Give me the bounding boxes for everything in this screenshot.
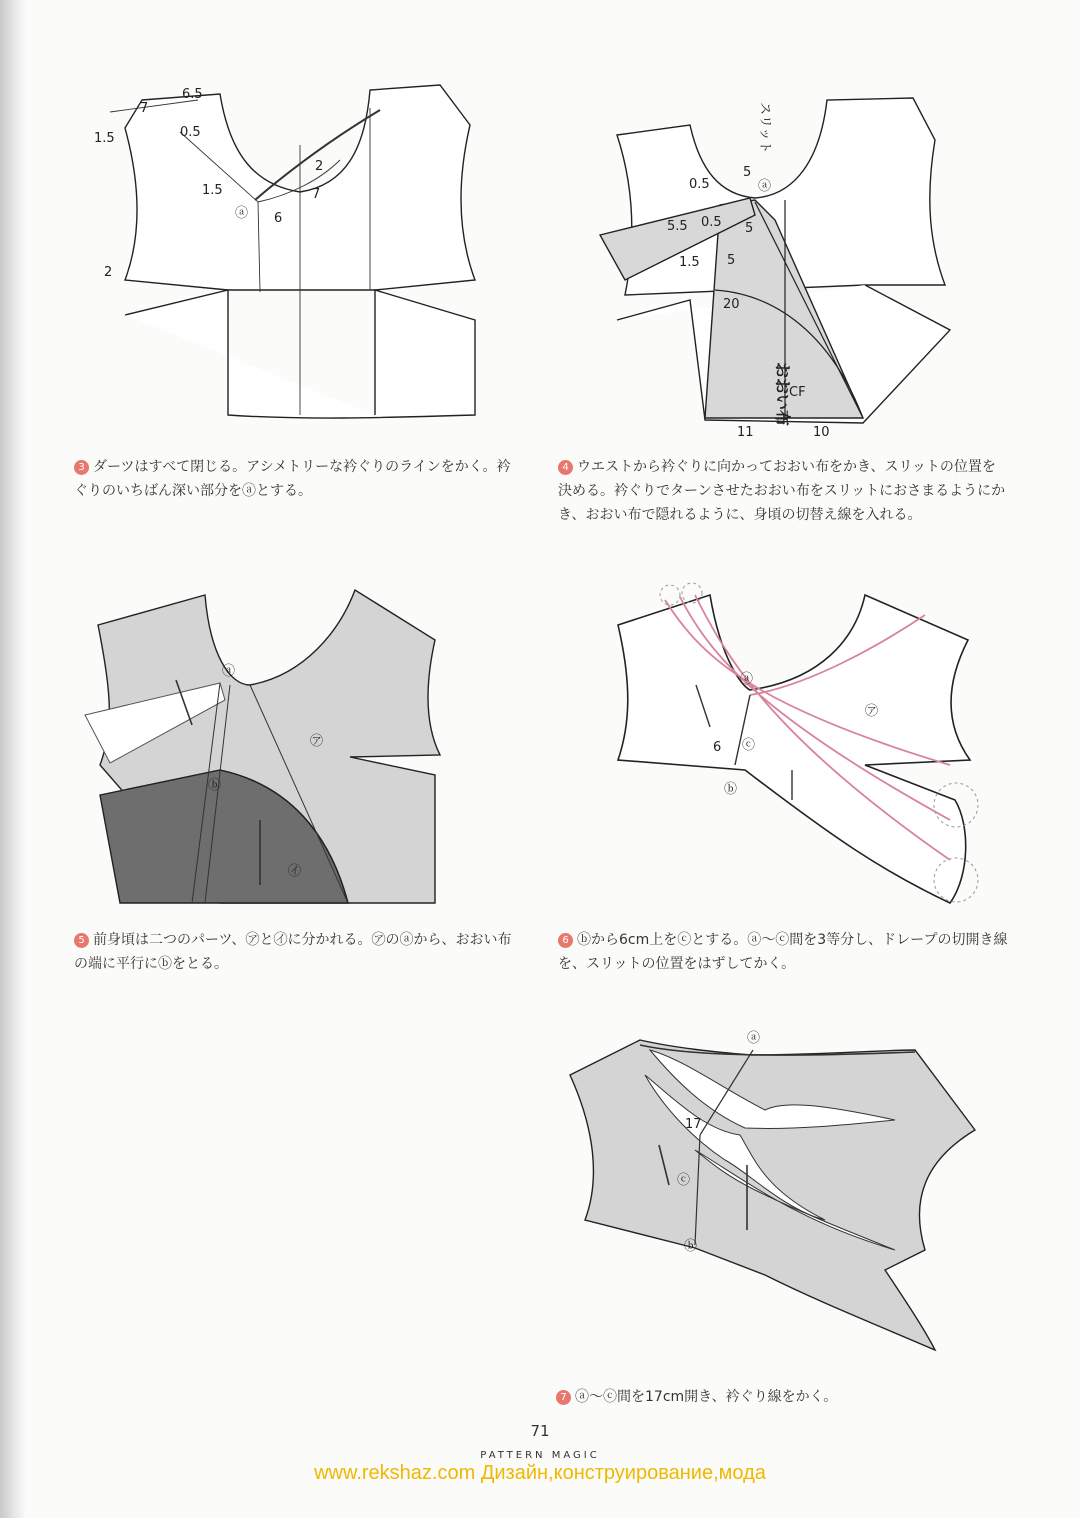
measure-2-side: 2 (104, 265, 113, 280)
watermark-link[interactable]: www.rekshaz.com Дизайн,конструирование,мода (314, 1462, 766, 1484)
cf-label: CF (789, 385, 806, 400)
caption-step-3-text: ダーツはすべて閉じる。アシメトリーな衿ぐりのラインをかく。衿ぐりのいちばん深い部分をⓐとする。 (74, 459, 511, 499)
point-c-marker-6: ⓒ (742, 738, 756, 753)
point-a-marker-4: ⓐ (758, 179, 772, 194)
measure-5-b: 5 (745, 221, 754, 236)
part-a-label: ㋐ (310, 734, 324, 749)
point-c-marker-7: ⓒ (677, 1173, 691, 1188)
measure-2-mid: 2 (315, 159, 324, 174)
slit-label: スリット (757, 102, 772, 154)
part-a-label-6: ㋐ (865, 704, 879, 719)
step-badge-3: 3 (74, 460, 89, 475)
caption-step-6-text: ⓑから6cm上をⓒとする。ⓐ〜ⓒ間を3等分し、ドレープの切開き線を、スリットの位置をはずしてかく。 (558, 932, 1008, 972)
figure-5 (80, 585, 460, 915)
measure-1-5-top: 1.5 (94, 131, 115, 146)
step-badge-6: 6 (558, 933, 573, 948)
point-a-marker-5: ⓐ (222, 664, 236, 679)
measure-20: 20 (723, 297, 740, 312)
figure-7-diagram (565, 1020, 985, 1365)
step-badge-7: 7 (556, 1390, 571, 1405)
point-a-marker-6: ⓐ (740, 672, 754, 687)
figure-3-diagram (80, 80, 500, 440)
step-badge-4: 4 (558, 460, 573, 475)
measure-7-top: 7 (140, 101, 149, 116)
point-b-marker-6: ⓑ (724, 782, 738, 797)
measure-6-fig6: 6 (713, 740, 722, 755)
point-a-marker-7: ⓐ (747, 1031, 761, 1046)
figure-4-diagram (595, 80, 995, 440)
measure-0-5: 0.5 (180, 125, 201, 140)
bodice-outline-6 (618, 595, 970, 903)
figure-6-diagram (600, 585, 990, 915)
measure-1-5: 1.5 (679, 255, 700, 270)
book-spine-shadow (0, 0, 26, 1518)
measure-7-mid: 7 (312, 187, 321, 202)
point-b-marker-7: ⓑ (684, 1239, 698, 1254)
measure-11: 11 (737, 425, 754, 440)
caption-step-5 (74, 928, 524, 976)
point-b-marker-5: ⓑ (208, 778, 222, 793)
measure-6-5: 6.5 (182, 87, 203, 102)
book-title: PATTERN MAGIC (480, 1450, 600, 1461)
measure-5-a: 5 (743, 165, 752, 180)
figure-3 (80, 80, 500, 440)
figure-6 (600, 585, 990, 915)
caption-step-4-text: ウエストから衿ぐりに向かっておおい布をかき、スリットの位置を決める。衿ぐりでターンさせたおおい布をスリットにおさまるようにかき、おおい布で隠れるように、身頃の切替え線を入れる。 (558, 459, 1006, 523)
caption-step-3 (74, 455, 524, 503)
measure-5-c: 5 (727, 253, 736, 268)
caption-step-7-text: ⓐ〜ⓒ間を17cm開き、衿ぐり線をかく。 (575, 1389, 838, 1405)
figure-7 (565, 1020, 985, 1365)
part-i-label: ㋑ (288, 864, 302, 879)
figure-5-diagram (80, 585, 460, 915)
measure-1-5-mid: 1.5 (202, 183, 223, 198)
bodice-spread-7 (570, 1040, 975, 1350)
caption-step-5-text: 前身頃は二つのパーツ、㋐と㋑に分かれる。㋐のⓐから、おおい布の端に平行にⓑをとる。 (74, 932, 512, 972)
caption-step-4 (558, 455, 1008, 527)
page-number: 71 (530, 1422, 550, 1440)
measure-0-5-b: 0.5 (701, 215, 722, 230)
measure-0-5-a: 0.5 (689, 177, 710, 192)
measure-17: 17 (685, 1117, 702, 1132)
measure-5-5: 5.5 (667, 219, 688, 234)
measure-10: 10 (813, 425, 830, 440)
point-a-marker: ⓐ (235, 206, 249, 221)
measure-6: 6 (274, 211, 283, 226)
step-badge-5: 5 (74, 933, 89, 948)
figure-4 (595, 80, 995, 440)
caption-step-7 (556, 1385, 1006, 1409)
caption-step-6 (558, 928, 1008, 976)
cover-cloth-label: おおい布 (773, 362, 792, 427)
